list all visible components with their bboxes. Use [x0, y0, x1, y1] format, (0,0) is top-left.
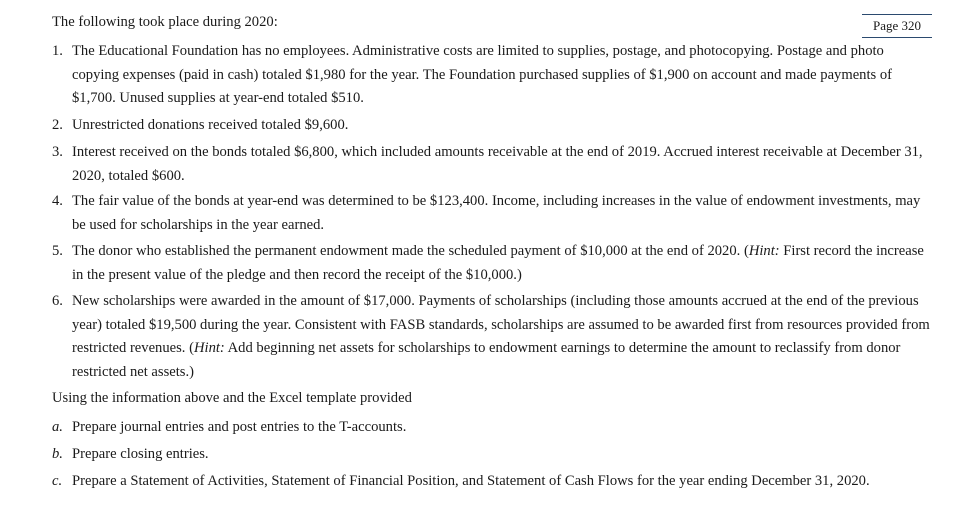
list-item-2	[52, 114, 932, 138]
task-letter: b.	[52, 446, 63, 462]
item-number: 5.	[52, 243, 63, 259]
intro-text: The following took place during 2020:	[52, 14, 278, 30]
item-text: The Educational Foundation has no employees. Administrative costs are limited to supplies, postage, and photocopying. Postage and photo copying expenses (paid in cash) totaled $1,980 for the year. The Foundation purchased supplies of $1,900 on account and made payments of $1,700. Unused supplies at year-end totaled $510.	[72, 43, 893, 106]
item-number: 4.	[52, 193, 63, 209]
item-number: 2.	[52, 117, 63, 133]
list-item-6	[52, 290, 932, 384]
list-item-3	[52, 141, 932, 188]
item-number: 1.	[52, 43, 63, 59]
item-text: The fair value of the bonds at year-end was determined to be $123,400. Income, including increases in the value of endowment investments, may be used for scholarships in the year earned.	[72, 193, 921, 233]
task-text: Prepare closing entries.	[72, 446, 209, 462]
item-text-end: Add beginning net assets for scholarships to endowment earnings to determine the amount to reclassify from donor restricted net assets.)	[72, 340, 901, 380]
item-text: Unrestricted donations received totaled $9,600.	[72, 117, 349, 133]
item-text	[72, 290, 932, 384]
list-item-1	[52, 40, 932, 111]
using-info-text: Using the information above and the Excel template provided	[52, 390, 412, 406]
item-text	[72, 240, 932, 287]
item-number: 3.	[52, 144, 63, 160]
task-text: Prepare a Statement of Activities, Statement of Financial Position, and Statement of Cash Flows for the year ending December 31, 2020.	[72, 473, 870, 489]
hint-label: Hint:	[748, 243, 780, 259]
task-text: Prepare journal entries and post entries to the T-accounts.	[72, 419, 407, 435]
task-letter: a.	[52, 419, 63, 435]
item-text-end: First record the increase in the present value of the pledge and then record the receipt of the $10,000.)	[72, 243, 924, 283]
item-text: Interest received on the bonds totaled $6,800, which included amounts receivable at the end of 2019. Accrued interest receivable at December 31, 2020, totaled $600.	[72, 144, 923, 184]
list-item-5	[52, 240, 932, 287]
list-item-4	[52, 190, 932, 237]
item-text-start: The donor who established the permanent endowment made the scheduled payment of $10,000 at the end of 2020. (	[72, 243, 749, 259]
task-item-b	[52, 443, 932, 467]
item-text-start: New scholarships were awarded in the amount of $17,000. Payments of scholarships (including those amounts accrued at the end of the previous year) totaled $19,500 during the year. Consistent with FASB standards, scholarships are assumed to be awarded first from resources provided from restricted revenues. (	[72, 293, 930, 356]
task-item-c	[52, 470, 932, 494]
item-number: 6.	[52, 293, 63, 309]
hint-label: Hint:	[193, 340, 225, 356]
task-item-a	[52, 416, 932, 440]
page-number-label: Page 320	[862, 14, 932, 38]
task-letter: c.	[52, 473, 63, 489]
